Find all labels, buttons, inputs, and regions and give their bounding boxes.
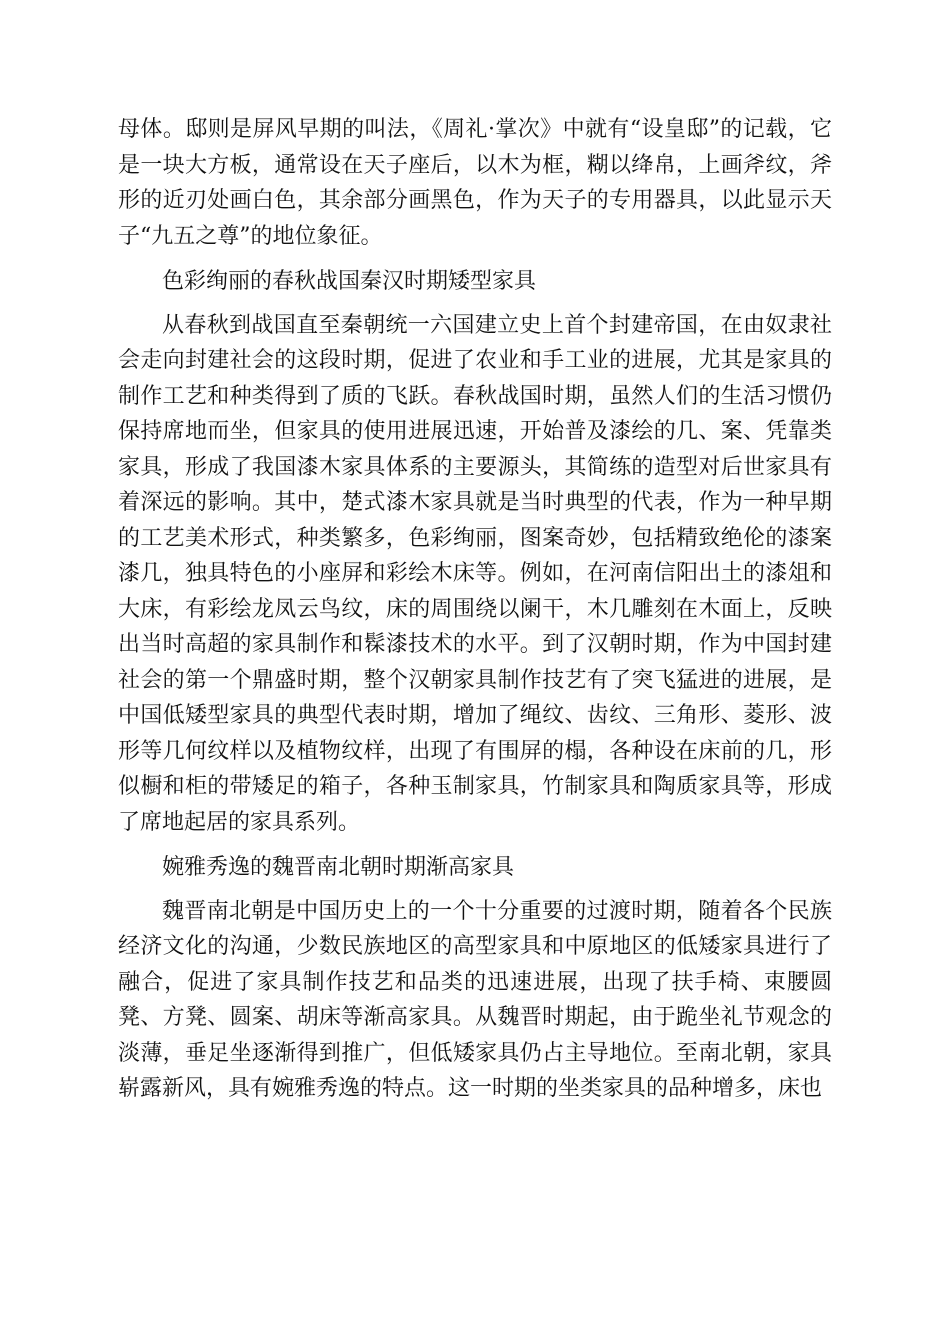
paragraph-wei-jin-northern-southern: 魏晋南北朝是中国历史上的一个十分重要的过渡时期，随着各个民族经济文化的沟通，少数民族地区的高型家具和中原地区的低矮家具进行了融合，促进了家具制作技艺和品类的迅速进展，出现了扶手椅、束腰圆凳、方凳、圆案、胡床等渐高家具。从魏晋时期起，由于跪坐礼节观念的淡薄，垂足坐逐渐得到推广，但低矮家具仍占主导地位。至南北朝，家具崭露新风，具有婉雅秀逸的特点。这一时期的坐类家具的品种增多，床也 xyxy=(118,898,832,1101)
section-heading-wei-jin-northern-southern: 婉雅秀逸的魏晋南北朝时期渐高家具 xyxy=(162,855,515,880)
document-page xyxy=(118,112,832,1107)
paragraph-screen-history: 母体。邸则是屏风早期的叫法，《周礼·掌次》中就有“设皇邸”的记载，它是一块大方板，通常设在天子座后，以木为框，糊以绛帛，上画斧纹，斧形的近刃处画白色，其余部分画黑色，作为天子的专用器具，以此显示天子“九五之尊”的地位象征。 xyxy=(118,117,832,249)
paragraph-spring-autumn-qin-han: 从春秋到战国直至秦朝统一六国建立史上首个封建帝国，在由奴隶社会走向封建社会的这段时期，促进了农业和手工业的进展，尤其是家具的制作工艺和种类得到了质的飞跃。春秋战国时期，虽然人们的生活习惯仍保持席地而坐，但家具的使用进展迅速，开始普及漆绘的几、案、凭靠类家具，形成了我国漆木家具体系的主要源头，其简练的造型对后世家具有着深远的影响。其中，楚式漆木家具就是当时典型的代表，作为一种早期的工艺美术形式，种类繁多，色彩绚丽，图案奇妙，包括精致绝伦的漆案漆几，独具特色的小座屏和彩绘木床等。例如，在河南信阳出土的漆俎和大床，有彩绘龙凤云鸟纹，床的周围绕以阑干，木几雕刻在木面上，反映出当时高超的家具制作和髹漆技术的水平。到了汉朝时期，作为中国封建社会的第一个鼎盛时期，整个汉朝家具制作技艺有了突飞猛进的进展，是中国低矮型家具的典型代表时期，增加了绳纹、齿纹、三角形、菱形、波形等几何纹样以及植物纹样，出现了有围屏的榻，各种设在床前的几，形似橱和柜的带矮足的箱子，各种玉制家具，竹制家具和陶质家具等，形成了席地起居的家具系列。 xyxy=(118,312,832,835)
section-heading-spring-autumn-qin-han: 色彩绚丽的春秋战国秦汉时期矮型家具 xyxy=(162,269,537,294)
